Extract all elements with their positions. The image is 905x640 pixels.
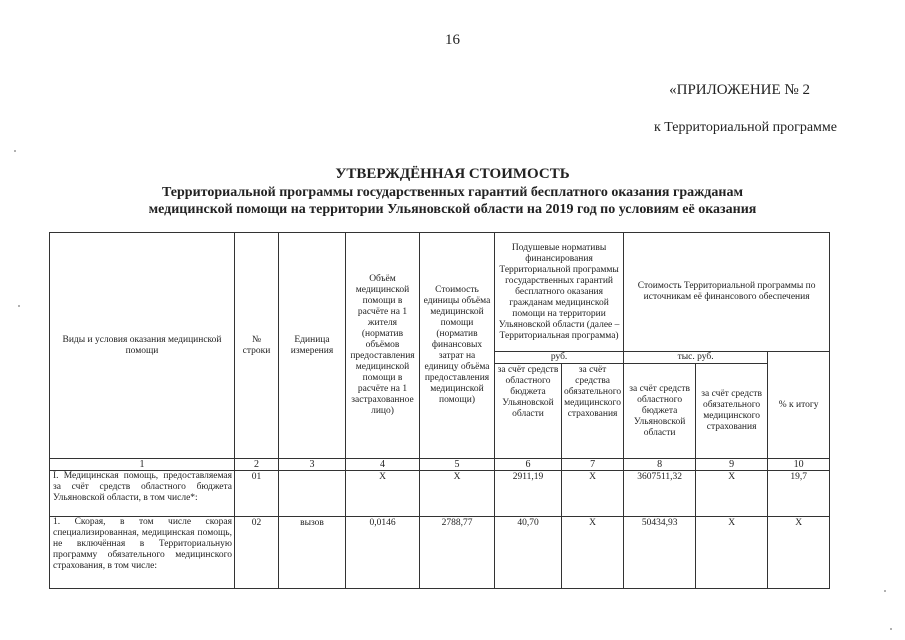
header-regional-budget-2: за счёт средств областного бюджета Ульяновской области xyxy=(624,364,696,459)
column-number: 5 xyxy=(420,459,495,471)
table-row xyxy=(50,517,830,589)
column-number: 1 xyxy=(50,459,235,471)
header-program-cost: Стоимость Территориальной программы по источникам её финансового обеспечения xyxy=(624,233,830,352)
column-number: 3 xyxy=(279,459,346,471)
column-number: 7 xyxy=(562,459,624,471)
scan-speck xyxy=(18,305,20,307)
row-volume: Х xyxy=(346,471,420,517)
scan-speck xyxy=(890,628,892,630)
cost-table xyxy=(49,232,830,589)
column-number: 10 xyxy=(768,459,830,471)
header-percent: % к итогу xyxy=(768,352,830,459)
row-cost-budget: 3607511,32 xyxy=(624,471,696,517)
column-number: 8 xyxy=(624,459,696,471)
row-cost-oms: Х xyxy=(696,517,768,589)
row-pc-oms: Х xyxy=(562,517,624,589)
header-regional-budget: за счёт средств областного бюджета Ульяновской области xyxy=(495,364,562,459)
header-row-number: № строки xyxy=(235,233,279,459)
header-thousand-rub: тыс. руб. xyxy=(624,352,768,364)
appendix-title: «ПРИЛОЖЕНИЕ № 2 xyxy=(669,82,810,98)
row-pc-budget: 40,70 xyxy=(495,517,562,589)
row-name: I. Медицинская помощь, предоставляемая за счёт средств областного бюджета Ульяновской области, в том числе*: xyxy=(50,471,235,517)
column-number: 4 xyxy=(346,459,420,471)
header-volume: Объём медицинской помощи в расчёте на 1 жителя (норматив объёмов предоставления медицинской помощи в расчёте на 1 застрахованное лицо) xyxy=(346,233,420,459)
appendix-subtitle: к Территориальной программе xyxy=(653,120,837,135)
table-row xyxy=(50,471,830,517)
header-compulsory-insurance-2: за счёт средств обязательного медицинского страхования xyxy=(696,364,768,459)
page-number: 16 xyxy=(445,32,460,48)
row-number: 01 xyxy=(235,471,279,517)
document-subtitle-line2: медицинской помощи на территории Ульяновской области на 2019 год по условиям её оказания xyxy=(148,202,757,217)
header-per-capita: Подушевые нормативы финансирования Территориальной программы государственных гарантий бесплатного оказания гражданам медицинской помощи на территории Ульяновской области (далее – Территориальная программа) xyxy=(495,233,624,352)
header-unit: Единица измерения xyxy=(279,233,346,459)
row-percent: 19,7 xyxy=(768,471,830,517)
row-percent: Х xyxy=(768,517,830,589)
column-number: 2 xyxy=(235,459,279,471)
document-title: УТВЕРЖДЁННАЯ СТОИМОСТЬ xyxy=(335,166,570,182)
row-number: 02 xyxy=(235,517,279,589)
row-pc-oms: Х xyxy=(562,471,624,517)
document-subtitle-line1: Территориальной программы государственных гарантий бесплатного оказания гражданам xyxy=(162,185,743,200)
row-cost-budget: 50434,93 xyxy=(624,517,696,589)
header-rub: руб. xyxy=(495,352,624,364)
row-pc-budget: 2911,19 xyxy=(495,471,562,517)
row-cost-oms: Х xyxy=(696,471,768,517)
column-number-row xyxy=(50,459,830,471)
scan-speck xyxy=(884,590,886,592)
scan-speck xyxy=(14,150,16,152)
row-unit: вызов xyxy=(279,517,346,589)
header-compulsory-insurance: за счёт средства обязательного медицинского страхования xyxy=(562,364,624,459)
header-kinds: Виды и условия оказания медицинской помощи xyxy=(50,233,235,459)
row-volume: 0,0146 xyxy=(346,517,420,589)
header-unit-cost: Стоимость единицы объёма медицинской помощи (норматив финансовых затрат на единицу объёма предоставления медицинской помощи) xyxy=(420,233,495,459)
row-name: 1. Скорая, в том числе скорая специализированная, медицинская помощь, не включённая в Территориальную программу обязательного медицинского страхования, в том числе: xyxy=(50,517,235,589)
row-unit-cost: 2788,77 xyxy=(420,517,495,589)
column-number: 9 xyxy=(696,459,768,471)
row-unit-cost: Х xyxy=(420,471,495,517)
column-number: 6 xyxy=(495,459,562,471)
row-unit xyxy=(279,471,346,517)
